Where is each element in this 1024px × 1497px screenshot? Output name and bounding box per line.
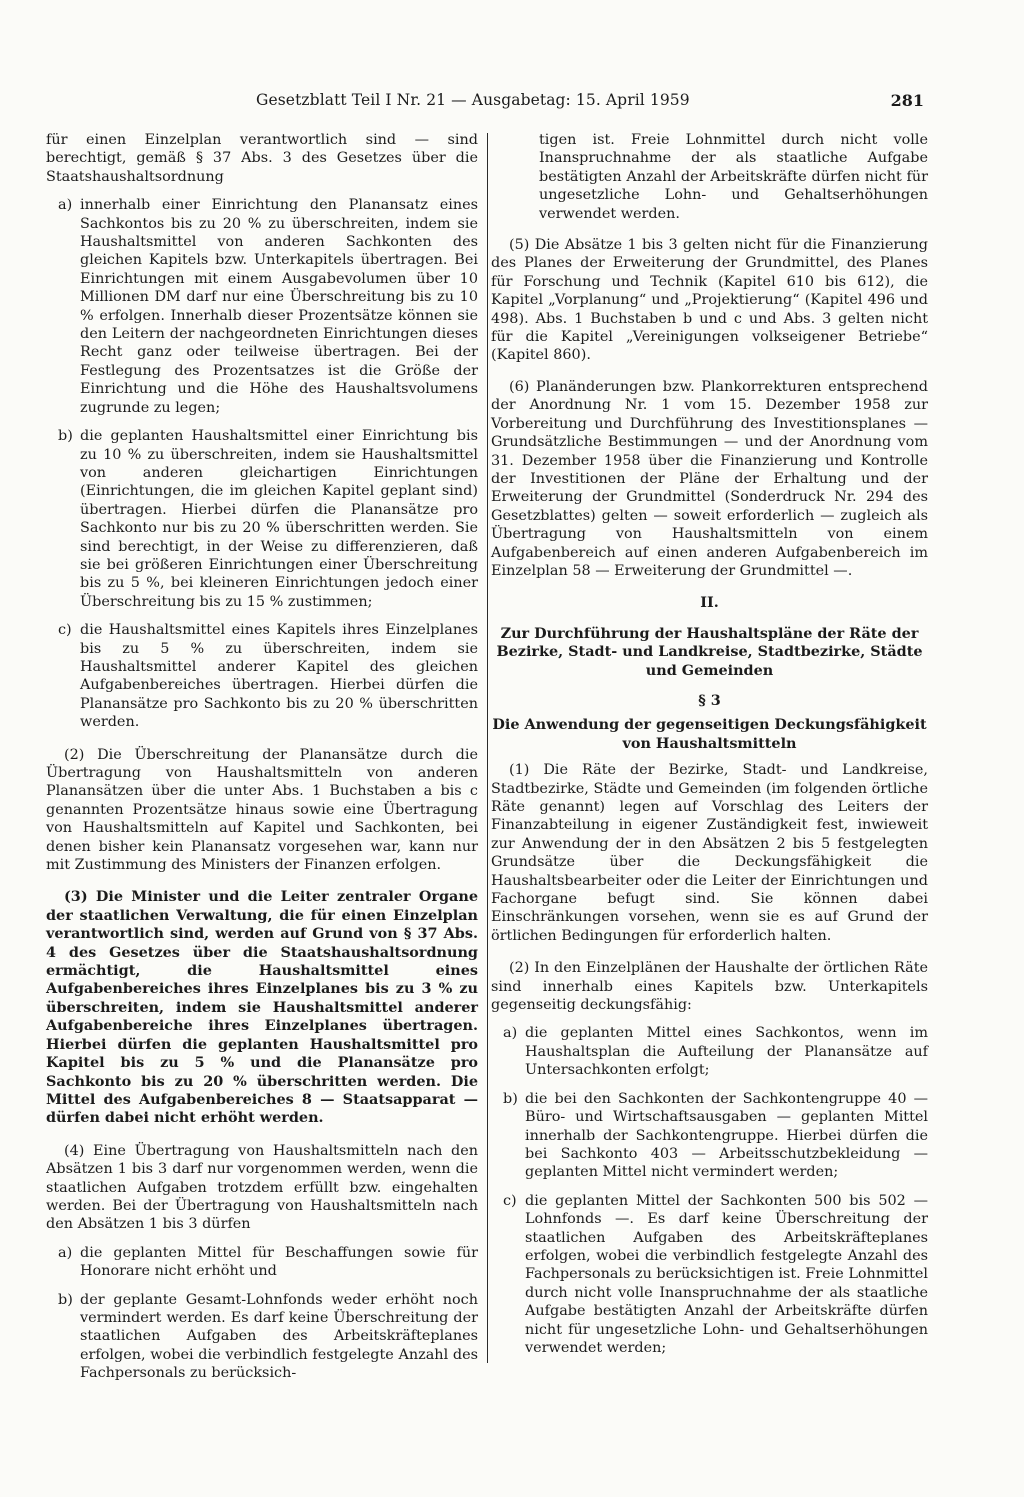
item-text: der geplante Gesamt-Lohnfonds weder erhöht noch vermindert werden. Es darf keine Überschreitung der staatlichen Aufgaben des Arbeitskräfteplanes erfolgen, wobei die verbindlich festgelegte Anzahl des Fachpersonals zu berücksich-	[80, 1291, 478, 1382]
page-header	[256, 91, 924, 113]
item-text: die geplanten Mittel eines Sachkontos, wenn im Haushaltsplan die Aufteilung der Planansätze auf Untersachkonten erfolgt;	[525, 1025, 928, 1079]
list-item	[491, 1090, 928, 1182]
column-divider	[487, 133, 488, 1363]
list-item	[491, 1024, 928, 1079]
item-text: innerhalb einer Einrichtung den Planansatz eines Sachkontos bis zu 20 % zu überschreiten, indem sie Haushaltsmittel von anderen Sachkonten des gleichen Kapitels bzw. Unterkapitels übertragen. Bei Einrichtungen mit einem Ausgabevolumen über 10 Millionen DM darf nur eine Überschreitung bis zu 10 % erfolgen. Innerhalb dieser Prozentsätze können sie den Leitern der nachgeordneten Einrichtungen dieses Recht ganz oder teilweise übertragen. Bei der Festlegung des Prozentsatzes ist die Größe der Einrichtung und die Höhe des Haushaltsvolumens zugrunde zu legen;	[80, 197, 478, 416]
item-text: die bei den Sachkonten der Sachkontengruppe 40 — Büro- und Wirtschaftsausgaben — geplanten Mittel innerhalb der Sachkontengruppe. Hierbei dürfen die bei Sachkonto 403 — Arbeitsschutzbekleidung — geplanten Mittel nicht vermindert werden;	[525, 1090, 928, 1181]
list-item	[46, 427, 478, 611]
item-text: die geplanten Mittel der Sachkonten 500 bis 502 — Lohnfonds —. Es darf keine Überschreitung der staatlichen Aufgaben des Arbeitskräfteplanes erfolgen, wobei die verbindlich festgelegte Anzahl des Fachpersonals zu berücksichtigen ist. Freie Lohnmittel durch nicht volle Inanspruchnahme der als staatliche Aufgabe bestätigten Anzahl der Arbeitskräfte dürfen nicht für ungesetzliche Lohn- und Gehaltserhöhungen verwendet werden;	[525, 1192, 929, 1356]
paragraph-6: (6) Planänderungen bzw. Plankorrekturen entsprechend der Anordnung Nr. 1 vom 15. Dezember 1958 zur Vorbereitung und Durchführung des Investitionsplanes — Grundsätzliche Bestimmungen — und der Anordnung vom 31. Dezember 1958 über die Finanzierung und Kontrolle der Investitionen der Pläne der Erhaltung und der Erweiterung der Grundmittel (Sonderdruck Nr. 294 des Gesetzblattes) gelten — soweit erforderlich — zugleich als Übertragung von Haushaltsmitteln von einem Aufgabenbereich auf einen anderen Aufgabenbereich im Einzelplan 58 — Erweiterung der Grundmittel —.	[491, 378, 928, 579]
item-label: b)	[503, 1090, 518, 1107]
intro-text: für einen Einzelplan verantwortlich sind — sind berechtigt, gemäß § 37 Abs. 3 des Gesetzes über die Staatshaushaltsordnung	[46, 132, 478, 185]
paragraph-4: (4) Eine Übertragung von Haushaltsmitteln nach den Absätzen 1 bis 3 darf nur vorgenommen werden, wenn die staatlichen Aufgaben trotzdem erfüllt bzw. eingehalten werden. Bei der Übertragung von Haushaltsmitteln nach den Absätzen 1 bis 3 dürfen	[46, 1142, 478, 1233]
list-item	[46, 196, 478, 417]
subparagraph-1: (1) Die Räte der Bezirke, Stadt- und Landkreise, Stadtbezirke, Städte und Gemeinden (im folgenden örtliche Räte genannt) legen auf Vorschlag des Leiters der Finanzabteilung in eigener Zuständigkeit fest, inwieweit zur Anwendung der in den Absätzen 2 bis 5 festgelegten Grundsätze über die Deckungsfähigkeit die Haushaltsbearbeiter oder die Leiter der Einrichtungen und Fachorgane befugt sind. Sie können dabei Einschränkungen vorsehen, wenn sie es auf Grund der örtlichen Bedingungen für erforderlich halten.	[491, 762, 928, 944]
item-label: b)	[58, 428, 73, 445]
item-label: c)	[503, 1192, 517, 1209]
paragraph-5: (5) Die Absätze 1 bis 3 gelten nicht für die Finanzierung des Planes der Erweiterung der Grundmittel, des Planes für Forschung und Technik (Kapitel 610 bis 612), die Kapitel „Vorplanung“ und „Projektierung“ (Kapitel 496 und 498). Abs. 1 Buchstaben b und c und Abs. 3 gelten nicht für die Kapitel „Vereinigungen volkseigener Betriebe“ (Kapitel 860).	[491, 237, 928, 364]
left-column	[46, 131, 478, 1393]
list-item	[46, 1291, 478, 1383]
paragraph-3: (3) Die Minister und die Leiter zentraler Organe der staatlichen Verwaltung, die für einen Einzelplan verantwortlich sind, werden auf Grund von § 37 Abs. 4 des Gesetzes über die Staatshaushaltsordnung ermächtigt, die Haushaltsmittel eines Aufgabenbereiches ihres Einzelplanes bis zu 3 % zu überschreiten, indem sie Haushaltsmittel anderer Aufgabenbereiche ihres Einzelplanes übertragen. Hierbei dürfen die geplanten Haushaltsmittel pro Kapitel bis zu 5 % und die Planansätze pro Sachkonto bis zu 20 % überschritten werden. Die Mittel des Aufgabenbereiches 8 — Staatsapparat — dürfen dabei nicht erhöht werden.	[46, 888, 478, 1127]
item-label: c)	[58, 622, 72, 639]
item-label: a)	[503, 1025, 518, 1042]
item-text: die geplanten Haushaltsmittel einer Einrichtung bis zu 10 % zu überschreiten, indem sie Haushaltsmittel von anderen gleichartigen Einrichtungen (Einrichtungen, die im gleichen Kapitel geplant sind) übertragen. Hierbei dürfen die Planansätze pro Sachkonto nur bis zu 20 % überschritten werden. Sie sind berechtigt, in der Weise zu differenzieren, daß sie bei größeren Einrichtungen einer Überschreitung bis zu 5 %, bei kleineren Einrichtungen jedoch einer Überschreitung bis zu 15 % zustimmen;	[80, 428, 478, 610]
list-item	[46, 1244, 478, 1281]
list-item	[491, 1192, 928, 1358]
item-text: die geplanten Mittel für Beschaffungen sowie für Honorare nicht erhöht und	[80, 1244, 478, 1280]
paragraph-number: § 3	[698, 691, 721, 709]
item-label: a)	[58, 197, 73, 214]
right-column	[491, 131, 928, 1367]
list-item	[46, 621, 478, 731]
subparagraph-2: (2) In den Einzelplänen der Haushalte der örtlichen Räte sind innerhalb eines Kapitels bzw. Unterkapitels gegenseitig deckungsfähig:	[491, 960, 928, 1014]
section-title: Zur Durchführung der Haushaltspläne der Räte der Bezirke, Stadt- und Landkreise, Stadtbezirke, Städte und Gemeinden	[496, 624, 923, 679]
header-title: Gesetzblatt Teil I Nr. 21 — Ausgabetag: 15. April 1959	[256, 91, 690, 109]
paragraph-title: Die Anwendung der gegenseitigen Deckungsfähigkeit von Haushaltsmitteln	[492, 716, 927, 752]
page-number: 281	[890, 91, 924, 110]
item-label: b)	[58, 1291, 73, 1308]
continuation-text: tigen ist. Freie Lohnmittel durch nicht volle Inanspruchnahme der als staatliche Aufgabe bestätigten Anzahl der Arbeitskräfte dürfen nicht für ungesetzliche Lohn- und Gehaltserhöhungen verwendet werden.	[539, 132, 928, 222]
paragraph-2: (2) Die Überschreitung der Planansätze durch die Übertragung von Haushaltsmitteln von anderen Planansätzen über die unter Abs. 1 Buchstaben a bis c genannten Prozentsätze hinaus sowie eine Übertragung von Haushaltsmitteln auf Kapitel und Sachkonten, bei denen bisher kein Planansatz vorgesehen war, kann nur mit Zustimmung des Ministers der Finanzen erfolgen.	[46, 746, 478, 874]
item-text: die Haushaltsmittel eines Kapitels ihres Einzelplanes bis zu 5 % zu überschreiten, indem sie Haushaltsmittel anderer Kapitel des gleichen Aufgabenbereiches übertragen. Hierbei dürfen die Planansätze pro Sachkonto bis zu 20 % überschritten werden.	[80, 622, 478, 731]
section-number: II.	[700, 594, 719, 612]
item-label: a)	[58, 1244, 73, 1261]
